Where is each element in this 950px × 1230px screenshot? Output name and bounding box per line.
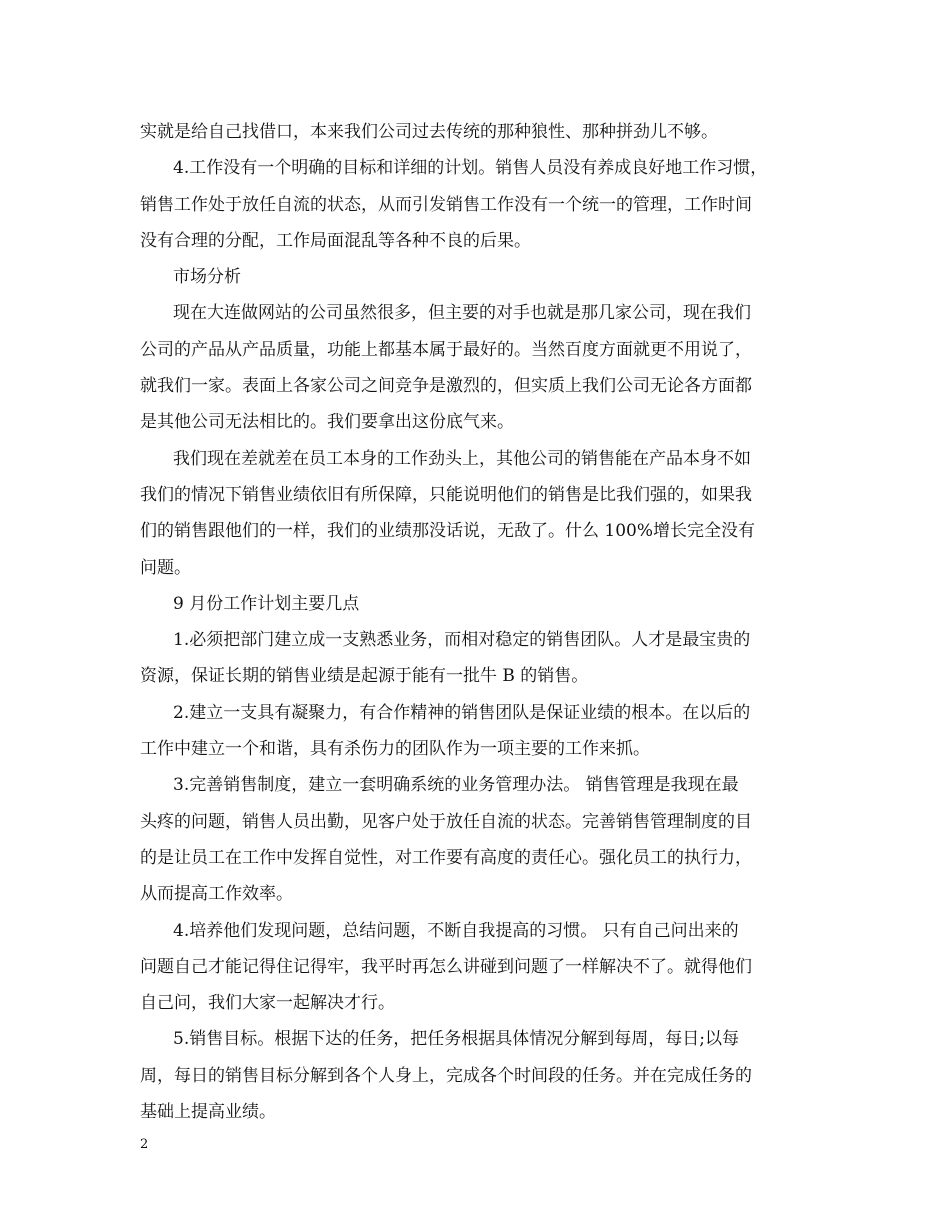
text-line: 问题。 [140, 557, 191, 578]
document-body [140, 114, 810, 1130]
text-line: 销售工作处于放任自流的状态，从而引发销售工作没有一个统一的管理，工作时间 [140, 194, 752, 215]
text-line: 5.销售目标。根据下达的任务，把任务根据具体情况分解到每周，每日;以每 [173, 1029, 739, 1050]
text-line: 自己问，我们大家一起解决才行。 [140, 993, 395, 1014]
text-line: 4.培养他们发现问题，总结问题，不断自我提高的习惯。 只有自己问出来的 [173, 920, 739, 941]
text-line: 我们的情况下销售业绩依旧有所保障，只能说明他们的销售是比我们强的，如果我 [140, 484, 752, 505]
text-line: 2.建立一支具有凝聚力，有合作精神的销售团队是保证业绩的根本。在以后的 [173, 702, 751, 723]
text-line: 实就是给自己找借口，本来我们公司过去传统的那种狼性、那种拼劲儿不够。 [140, 122, 718, 142]
text-line: 周，每日的销售目标分解到各个人身上，完成各个时间段的任务。并在完成任务的 [140, 1065, 752, 1086]
text-line: 问题自己才能记得住记得牢，我平时再怎么讲碰到问题了一样解决不了。就得他们 [140, 956, 752, 977]
text-line: 3.完善销售制度，建立一套明确系统的业务管理办法。 销售管理是我现在最 [173, 775, 739, 796]
text-line: 资源，保证长期的销售业绩是起源于能有一批牛 B 的销售。 [140, 666, 589, 687]
text-line: 9 月份工作计划主要几点 [173, 593, 360, 614]
text-line: 是其他公司无法相比的。我们要拿出这份底气来。 [140, 412, 514, 433]
text-line: 工作中建立一个和谐，具有杀伤力的团队作为一项主要的工作来抓。 [140, 739, 650, 760]
page-number: 2 [140, 1137, 149, 1152]
text-line: 从而提高工作效率。 [140, 884, 293, 905]
text-line: 市场分析 [173, 267, 241, 288]
text-line: 头疼的问题，销售人员出勤，见客户处于放任自流的状态。完善销售管理制度的目 [140, 811, 752, 832]
text-line: 4.工作没有一个明确的目标和详细的计划。销售人员没有养成良好地工作习惯， [173, 158, 768, 179]
text-line: 我们现在差就差在员工本身的工作劲头上，其他公司的销售能在产品本身不如 [173, 448, 751, 469]
text-line: 1.必须把部门建立成一支熟悉业务，而相对稳定的销售团队。人才是最宝贵的 [173, 630, 751, 651]
text-line: 们的销售跟他们的一样，我们的业绩那没话说，无敌了。什么 100%增长完全没有 [140, 521, 756, 542]
text-line: 基础上提高业绩。 [140, 1102, 276, 1123]
text-line: 公司的产品从产品质量，功能上都基本属于最好的。当然百度方面就更不用说了， [140, 339, 752, 360]
text-line: 现在大连做网站的公司虽然很多，但主要的对手也就是那几家公司，现在我们 [173, 303, 751, 324]
text-line: 没有合理的分配，工作局面混乱等各种不良的后果。 [140, 230, 531, 251]
text-line: 的是让员工在工作中发挥自觉性，对工作要有高度的责任心。强化员工的执行力， [140, 847, 752, 868]
text-line: 就我们一家。表面上各家公司之间竞争是激烈的，但实质上我们公司无论各方面都 [140, 376, 752, 397]
